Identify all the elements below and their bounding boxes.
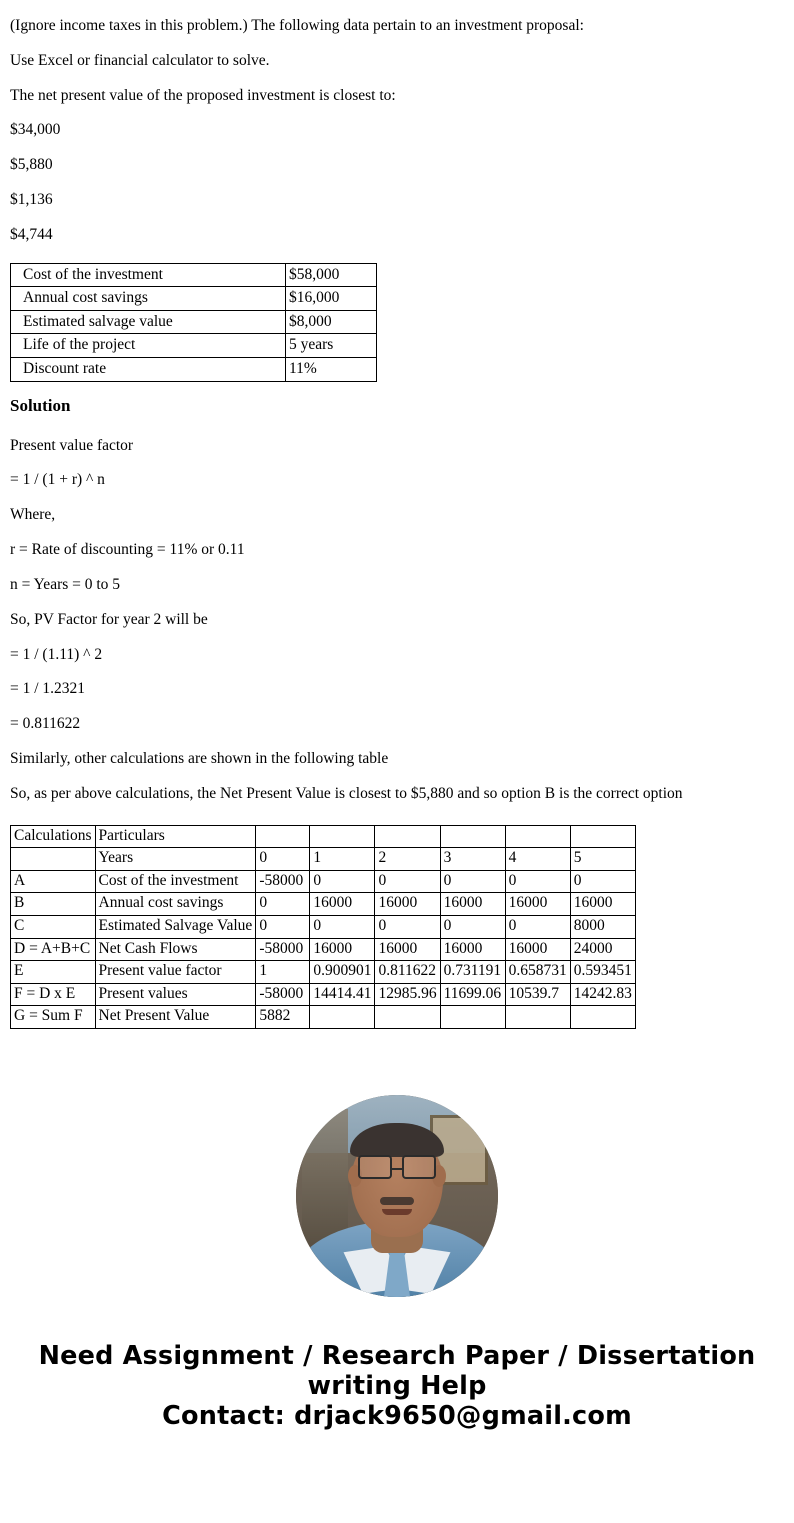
table-row [11,334,377,358]
glasses-icon [402,1155,436,1179]
table-row [11,263,377,287]
author-photo-container [10,1029,784,1297]
npv-calculation-table [10,825,636,1029]
calc-cell: F = D x E [11,983,96,1006]
table-row [11,961,636,984]
solution-line: Where, [10,506,56,524]
calc-cell: 0 [256,915,310,938]
calc-cell: D = A+B+C [11,938,96,961]
solution-line: Present value factor [10,436,134,454]
calc-cell: 16000 [440,893,505,916]
calc-header-cell [570,825,635,848]
solution-line: Similarly, other calculations are shown in the following table [10,749,389,767]
calc-cell: G = Sum F [11,1006,96,1029]
answer-option-d: $4,744 [10,225,53,243]
calc-cell: 0.731191 [440,961,505,984]
calc-cell: -58000 [256,938,310,961]
calc-header-cell [256,825,310,848]
intro-line-3: The net present value of the proposed investment is closest to: [10,86,396,104]
intro-line-1: (Ignore income taxes in this problem.) The following data pertain to an investment proposal: [10,17,584,34]
calc-cell: A [11,870,96,893]
calc-cell: 0 [310,915,375,938]
calc-cell: 0 [375,870,440,893]
calc-cell: 5882 [256,1006,310,1029]
calc-cell: 0 [375,915,440,938]
calc-cell: 3 [440,848,505,871]
calc-cell: Cost of the investment [95,870,256,893]
calc-cell: B [11,893,96,916]
calc-cell: 16000 [375,893,440,916]
calc-header-cell [310,825,375,848]
calc-cell: 16000 [505,938,570,961]
photo-mouth [382,1209,412,1215]
calc-cell [570,1006,635,1029]
table-row [11,310,377,334]
calc-cell: 4 [505,848,570,871]
proposal-value: $16,000 [286,287,377,311]
table-row [11,1006,636,1029]
calc-cell: 16000 [310,893,375,916]
calc-cell [310,1006,375,1029]
calc-cell: 0 [256,848,310,871]
calc-cell: 12985.96 [375,983,440,1006]
avatar [296,1095,498,1297]
calc-cell: 14414.41 [310,983,375,1006]
calc-header-cell [505,825,570,848]
bottom-spacer [10,1431,784,1453]
calc-cell: 0 [440,915,505,938]
calc-cell: 0.900901 [310,961,375,984]
calc-header-cell: Particulars [95,825,256,848]
table-row [11,287,377,311]
calc-cell [440,1006,505,1029]
calc-cell: 16000 [440,938,505,961]
calc-cell: 16000 [505,893,570,916]
calc-cell [375,1006,440,1029]
calc-cell: 0.811622 [375,961,440,984]
calc-cell: Net Cash Flows [95,938,256,961]
calc-cell: 2 [375,848,440,871]
solution-line: r = Rate of discounting = 11% or 0.11 [10,541,245,559]
calc-cell: 0 [505,915,570,938]
solution-line: n = Years = 0 to 5 [10,575,121,593]
calc-header-cell [440,825,505,848]
table-row [11,893,636,916]
calc-cell: -58000 [256,983,310,1006]
calc-cell: 14242.83 [570,983,635,1006]
calc-cell: 1 [310,848,375,871]
proposal-label: Annual cost savings [11,287,286,311]
calc-header-cell: Calculations [11,825,96,848]
table-row [11,358,377,382]
proposal-value: $58,000 [286,263,377,287]
calc-cell: 24000 [570,938,635,961]
solution-line: = 1 / 1.2321 [10,680,86,698]
table-row [11,848,636,871]
calc-cell: 0.593451 [570,961,635,984]
proposal-value: $8,000 [286,310,377,334]
calc-cell: 16000 [570,893,635,916]
calc-cell: 16000 [375,938,440,961]
glasses-icon [358,1155,392,1179]
investment-data-table [10,263,377,382]
calc-cell: Annual cost savings [95,893,256,916]
calc-cell: -58000 [256,870,310,893]
solution-line: = 1 / (1.11) ^ 2 [10,645,103,663]
calc-cell: 0.658731 [505,961,570,984]
photo-moustache [380,1197,414,1205]
answer-option-b: $5,880 [10,156,53,174]
calc-cell [11,848,96,871]
cta-contact: Contact: drjack9650@gmail.com [162,1401,632,1432]
proposal-value: 11% [286,358,377,382]
calc-cell: 16000 [310,938,375,961]
solution-line: So, PV Factor for year 2 will be [10,610,208,628]
proposal-label: Discount rate [11,358,286,382]
contact-banner [10,1297,784,1431]
calc-cell: 0 [440,870,505,893]
calc-cell: Estimated Salvage Value [95,915,256,938]
calc-cell: 11699.06 [440,983,505,1006]
calc-cell: Present value factor [95,961,256,984]
table-row [11,983,636,1006]
calc-cell [505,1006,570,1029]
calc-cell: 0 [505,870,570,893]
cta-headline: Need Assignment / Research Paper / Dissertation writing Help [38,1340,756,1402]
calc-cell: E [11,961,96,984]
calc-cell: 0 [256,893,310,916]
proposal-value: 5 years [286,334,377,358]
table-header-row [11,825,636,848]
calc-header-cell [375,825,440,848]
calc-cell: 1 [256,961,310,984]
intro-line-2: Use Excel or financial calculator to solve. [10,51,270,69]
table-row [11,870,636,893]
proposal-label: Estimated salvage value [11,310,286,334]
table-row [11,938,636,961]
calc-cell: Years [95,848,256,871]
proposal-label: Cost of the investment [11,263,286,287]
calc-cell: 0 [570,870,635,893]
answer-option-a: $34,000 [10,121,61,139]
calc-cell: Net Present Value [95,1006,256,1029]
proposal-label: Life of the project [11,334,286,358]
solution-line: = 0.811622 [10,715,81,733]
calc-cell: 8000 [570,915,635,938]
glasses-bridge [390,1168,404,1170]
calc-cell: C [11,915,96,938]
calc-cell: 10539.7 [505,983,570,1006]
solution-line: = 1 / (1 + r) ^ n [10,471,105,489]
calc-cell: Present values [95,983,256,1006]
table-row [11,915,636,938]
answer-option-c: $1,136 [10,191,53,209]
calc-cell: 0 [310,870,375,893]
calc-cell: 5 [570,848,635,871]
solution-line: So, as per above calculations, the Net Present Value is closest to $5,880 and so option B is the correct option [10,784,683,802]
solution-heading: Solution [10,395,71,415]
